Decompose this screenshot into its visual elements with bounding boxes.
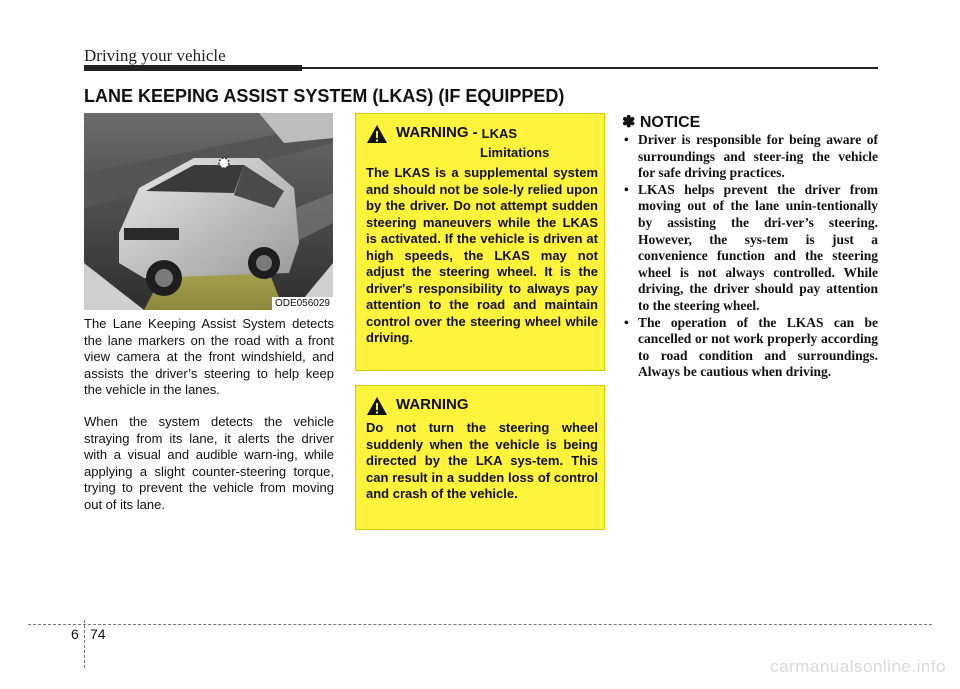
- footer-rule: [28, 624, 932, 625]
- watermark: carmanualsonline.info: [770, 657, 946, 676]
- notice-item: • LKAS helps prevent the driver from moving out of the lane unin-tentionally by assisting the dri-ver’s steering. However, the sys-tem is just a convenience function and the steering wheel is not always controlled. While driving, the driver should pay attention to the steering wheel.: [622, 182, 878, 315]
- warning-box-steering: [355, 385, 605, 530]
- warning-sub-lkas: LKAS: [481, 126, 518, 141]
- header-section-title: Driving your vehicle: [84, 46, 226, 65]
- warning-text-limitations: The LKAS is a supplemental system and should not be sole-ly relied upon by the driver. Do not attempt sudden steering maneuvers while the LKAS is activated. If the vehicle is driven at high speeds, the LKAS may not adjust the steering wheel. It is the driver's responsibility to always pay attention to the road and maintain control over the steering wheel while driving.: [366, 165, 598, 345]
- body-paragraph-2: When the system detects the vehicle straying from its lane, it alerts the driver with a visual and audible warn-ing, while applying a slight counter-steering torque, trying to prevent the vehicle from moving out of its lane.: [84, 414, 334, 512]
- warning-box-limitations: [355, 113, 605, 371]
- page-number: 74: [90, 626, 106, 642]
- notice-item: • The operation of the LKAS can be cancelled or not work properly according to road condition and surroundings. Always be cautious when driving.: [622, 315, 878, 381]
- header-tab-bar: [84, 65, 302, 71]
- body-paragraph-1: The Lane Keeping Assist System detects the lane markers on the road with a front view camera at the front windshield, and assists the driver’s steering to help keep the vehicle in the lanes.: [84, 316, 334, 398]
- footer-divider: [84, 620, 85, 668]
- warning-triangle-icon: [366, 124, 388, 144]
- chapter-number: 6: [71, 626, 79, 642]
- notice-title: ✽ NOTICE: [622, 114, 701, 131]
- warning-label: WARNING: [396, 396, 469, 413]
- notice-list: [622, 132, 878, 381]
- warning-triangle-icon: [366, 396, 388, 416]
- car-camera-image: [84, 113, 333, 310]
- warning-text-steering: Do not turn the steering wheel suddenly when the vehicle is being directed by the LKA sys-tem. This can result in a sudden loss of control and crash of the vehicle.: [366, 420, 598, 501]
- notice-item: • Driver is responsible for being aware of surroundings and steer-ing the vehicle for safe driving practices.: [622, 132, 878, 182]
- warning-sub-limitations: Limitations: [480, 145, 550, 160]
- warning-label: WARNING -: [396, 124, 478, 141]
- lkas-illustration: [84, 113, 333, 310]
- figure-code: ODE056029: [272, 297, 333, 310]
- page-title: LANE KEEPING ASSIST SYSTEM (LKAS) (IF EQUIPPED): [84, 86, 565, 106]
